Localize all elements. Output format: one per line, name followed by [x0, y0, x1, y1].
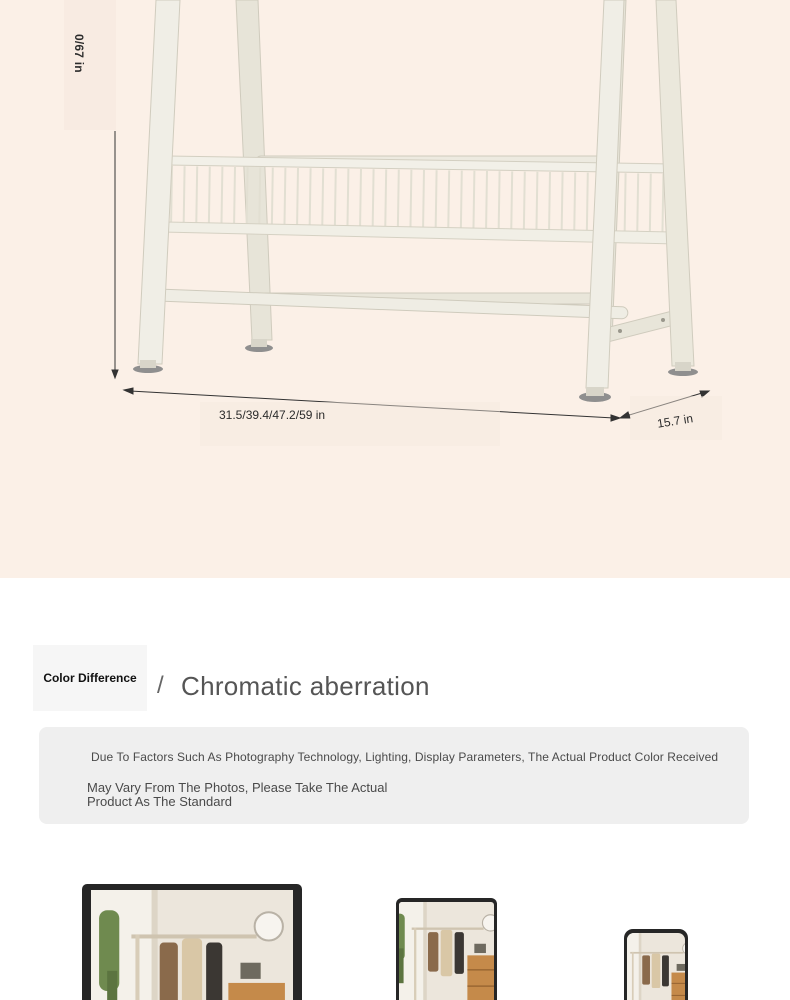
- notice-box: [39, 727, 749, 824]
- section-title: Chromatic aberration: [181, 671, 430, 701]
- phone-screen: [627, 933, 685, 1000]
- tablet-preview: [396, 898, 497, 1000]
- laptop-screen: [91, 890, 293, 1000]
- width-dimension-label: 31.5/39.4/47.2/59 in: [200, 402, 500, 446]
- title-separator: /: [157, 672, 164, 699]
- laptop-preview: [82, 884, 302, 1000]
- tablet-screen: [399, 902, 494, 1000]
- height-dimension-text: 0/67 in: [72, 34, 86, 73]
- depth-dimension-text: 15.7 in: [656, 411, 694, 431]
- depth-dimension-label: [630, 396, 722, 440]
- color-difference-tag: Color Difference: [33, 645, 147, 711]
- notice-text-line1: Due To Factors Such As Photography Technology, Lighting, Display Parameters, The Actual Product Color Received: [91, 750, 719, 764]
- phone-preview: [624, 929, 688, 1000]
- height-dimension-label: [64, 0, 116, 130]
- notice-text-line2: May Vary From The Photos, Please Take The Actual Product As The Standard: [87, 780, 388, 809]
